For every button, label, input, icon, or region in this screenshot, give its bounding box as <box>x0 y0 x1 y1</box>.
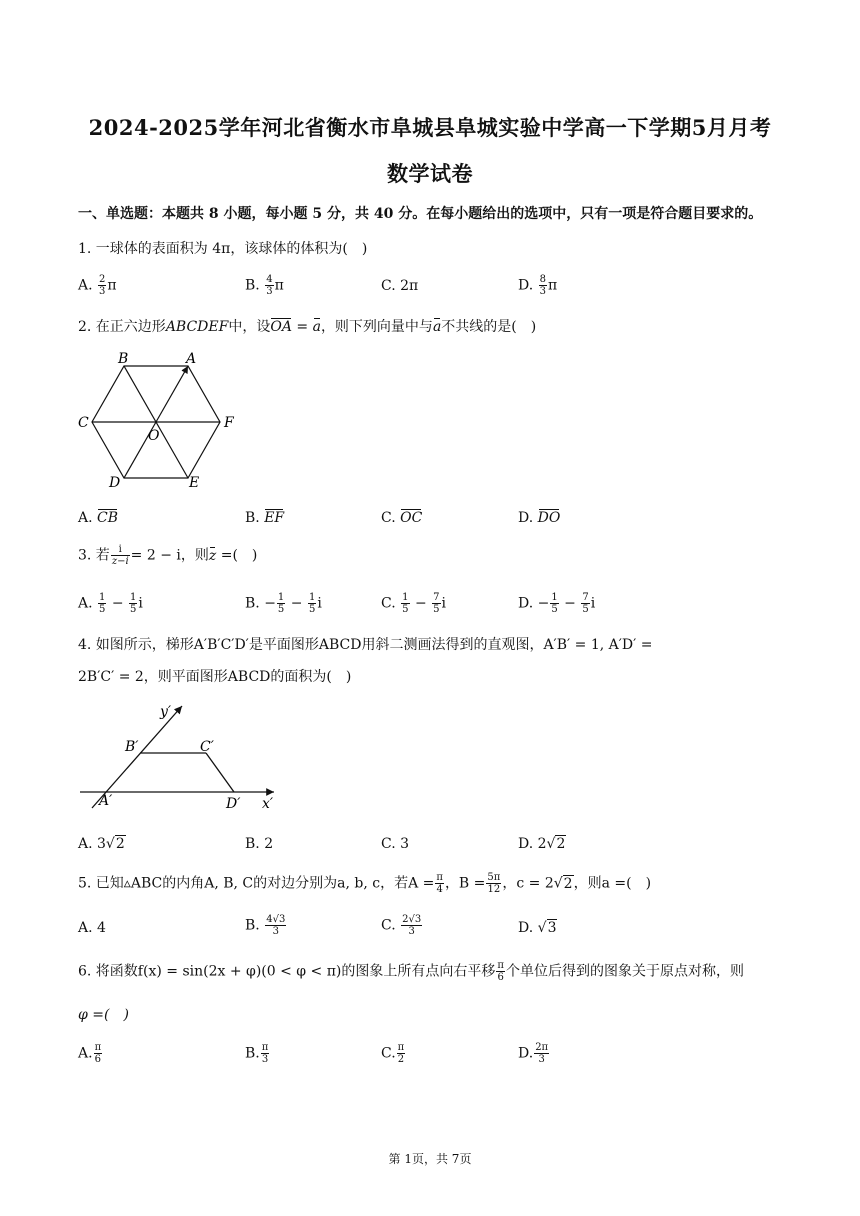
q2-option-c: C. OC <box>381 510 423 526</box>
q1-option-d: D. $\frac{8}{3}$ π <box>518 274 558 297</box>
question-6-stem-line2: φ =( ) <box>78 1007 129 1023</box>
hex-label-a: A <box>186 351 197 367</box>
trap-label-c: C′ <box>200 739 214 755</box>
question-4-stem-line2: 2B′C′ = 2，则平面图形ABCD的面积为( ) <box>78 669 352 685</box>
exam-title: 2024-2025学年河北省衡水市阜城县阜城实验中学高一下学期5月月考 <box>88 115 772 140</box>
trapezoid-figure <box>74 698 294 818</box>
q4-option-a: A. 3√2 <box>78 836 125 852</box>
trap-label-y: y′ <box>160 704 172 720</box>
question-5-stem: 5. 已知▵ABC的内角A, B, C的对边分别为a, b, c，若A = $\frac{\pi}{4}$ ，B = $\frac{5\pi}{12}$ ，c = 2√2，则a =( ) <box>78 872 652 895</box>
trap-label-b: B′ <box>125 739 139 755</box>
question-2-stem: 2. 在正六边形ABCDEF中，设OA = a，则下列向量中与a不共线的是( ) <box>78 319 537 335</box>
trap-label-a: A′ <box>99 793 113 809</box>
trap-label-x: x′ <box>262 796 274 812</box>
q1-option-a: A. $\frac{2}{3}$ π <box>78 274 117 297</box>
q5-option-c: C. $\frac{2√3}{3}$ <box>381 914 422 937</box>
q3-option-d: D. − $\frac{1}{5}$ − $\frac{7}{5}$ i <box>518 592 596 615</box>
q2-option-d: D. DO <box>518 510 561 526</box>
q1-option-b: B. $\frac{4}{3}$ π <box>245 274 284 297</box>
hex-label-d: D <box>109 475 121 491</box>
q6-option-d: D. $\frac{2\pi}{3}$ <box>518 1042 549 1065</box>
q1-option-c: C. 2π <box>381 278 419 294</box>
q2-option-b: B. EF <box>245 510 285 526</box>
q5-option-d: D. √3 <box>518 920 557 936</box>
q6-option-c: C. $\frac{\pi}{2}$ <box>381 1042 405 1065</box>
hex-label-e: E <box>189 475 200 491</box>
q4-option-c: C. 3 <box>381 836 410 852</box>
question-6-stem-line1: 6. 将函数f(x) = sin(2x + φ)(0 < φ < π)的图象上所有点向右平移 $\frac{\pi}{6}$ 个单位后得到的图象关于原点对称，则 <box>78 960 744 983</box>
q3-option-a: A. $\frac{1}{5}$ − $\frac{1}{5}$ i <box>78 592 143 615</box>
q6-option-a: A. $\frac{\pi}{6}$ <box>78 1042 102 1065</box>
trap-label-d: D′ <box>226 796 241 812</box>
exam-subtitle: 数学试卷 <box>387 161 473 186</box>
q4-option-d: D. 2√2 <box>518 836 566 852</box>
section-heading: 一、单选题：本题共 8 小题，每小题 5 分，共 40 分。在每小题给出的选项中，只有一项是符合题目要求的。 <box>78 206 763 222</box>
hex-label-c: C <box>78 415 89 431</box>
question-3-stem: 3. 若 $\frac{i}{z-i}$ = 2 − i，则z =( ) <box>78 544 258 567</box>
q3-option-b: B. − $\frac{1}{5}$ − $\frac{1}{5}$ i <box>245 592 322 615</box>
hex-label-f: F <box>224 415 234 431</box>
q3-option-c: C. $\frac{1}{5}$ − $\frac{7}{5}$ i <box>381 592 446 615</box>
q4-option-b: B. 2 <box>245 836 274 852</box>
hex-label-o: O <box>148 428 160 444</box>
hex-label-b: B <box>118 351 129 367</box>
question-4-stem-line1: 4. 如图所示，梯形A′B′C′D′是平面图形ABCD用斜二测画法得到的直观图，A′B′ = 1, A′D′ = <box>78 637 653 653</box>
hexagon-figure <box>74 346 244 496</box>
question-1-stem: 1. 一球体的表面积为 4π，该球体的体积为( ) <box>78 241 368 257</box>
q5-option-b: B. $\frac{4√3}{3}$ <box>245 914 286 937</box>
q2-option-a: A. CB <box>78 510 119 526</box>
q5-option-a: A. 4 <box>78 920 106 936</box>
q6-option-b: B. $\frac{\pi}{3}$ <box>245 1042 269 1065</box>
page-footer: 第 1页，共 7页 <box>388 1152 472 1166</box>
